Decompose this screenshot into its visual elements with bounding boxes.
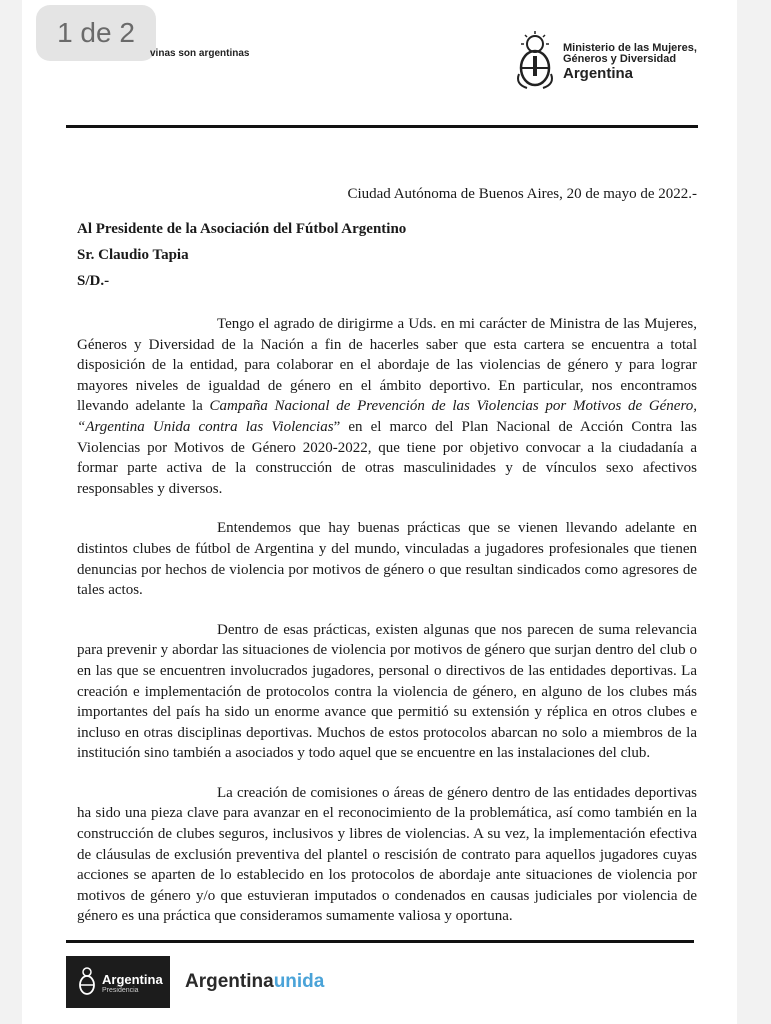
recipient-name: Sr. Claudio Tapia xyxy=(77,247,189,263)
ministry-logo xyxy=(513,30,713,94)
footer-logo-name: Argentina xyxy=(102,972,163,987)
coat-of-arms-icon xyxy=(513,30,557,92)
header-motto: vinas son argentinas xyxy=(150,48,250,59)
letter-date: Ciudad Autónoma de Buenos Aires, 20 de mayo de 2022.- xyxy=(347,186,697,202)
letter-body xyxy=(77,314,697,946)
coat-of-arms-icon xyxy=(76,966,98,996)
paragraph-4: La creación de comisiones o áreas de género dentro de las entidades deportivas ha sido una pieza clave para avanzar en el reconocimiento de la problemática, así como también en la construcción de clubes seguros, inclusivos y libres de violencias. A su vez, la implementación efectiva de cláusulas de exclusión preventiva del plantel o rescisión de contrato para aquellos jugadores cuyas acciones se aparten de lo establecido en los protocolos de abordaje ante situaciones de violencia por motivos de género y/o que estuvieran imputados o condenados en causas judiciales por violencia de género es una práctica que consideramos sumamente valiosa y oportuna. xyxy=(77,784,697,925)
campaign-logo: Argentinaunida xyxy=(185,971,325,992)
paragraph-3: Dentro de esas prácticas, existen algunas que nos parecen de suma relevancia para prevenir y abordar las situaciones de violencia por motivos de género que surjan dentro del club o en las que se encuentren involucrados jugadores, personal o directivos de las entidades deportivas. La creación e implementación de protocolos contra la violencia de género, en alguno de los clubes más importantes del país ha sido un enorme avance que permitió su extensión y réplica en otros clubes e incluso en otras disciplinas deportivas. Muchos de estos protocolos abarcan no solo a miembros de la institución sino también a asociados y todo aquel que se encuentre en las instalaciones del club. xyxy=(77,621,697,762)
presidencia-logo xyxy=(66,956,170,1008)
ministry-name-line2: Géneros y Diversidad xyxy=(563,53,677,65)
campaign-name: Campaña Nacional de Prevención de las Violencias por Motivos de Género, “Argentina Unida contra las Violencias xyxy=(77,398,697,435)
recipient-salutation: S/D.- xyxy=(77,273,110,289)
ministry-name-line1: Ministerio de las Mujeres, xyxy=(563,42,697,54)
paragraph-2: Entendemos que hay buenas prácticas que se vienen llevando adelante en distintos clubes de fútbol de Argentina y del mundo, vinculadas a jugadores profesionales que tienen denuncias por hechos de violencia por motivos de género o que resultan sindicados como agresores de tales actos. xyxy=(77,520,697,599)
ministry-country: Argentina xyxy=(563,65,634,82)
header-divider xyxy=(66,125,698,128)
page-counter: 1 de 2 xyxy=(36,5,156,61)
footer-divider xyxy=(66,940,694,943)
recipient-title: Al Presidente de la Asociación del Fútbol Argentino xyxy=(77,221,407,237)
paragraph-1: Tengo el agrado de dirigirme a Uds. en mi carácter de Ministra de las Mujeres, Géneros y Diversidad de la Nación a fin de hacerles saber que esta cartera se encuentra a total disposición de la entidad, para colaborar en el abordaje de las violencias de género y para lograr mayores niveles de igualdad de género en el ámbito deportivo. En particular, nos encontramos llevando adelante la Campaña Nacional de Prevención de las Violencias por Motivos de Género, “Argentina Unida contra las Violencias” en el marco del Plan Nacional de Acción Contra las Violencias por Motivos de Género 2020-2022, que tiene por objetivo convocar a la ciudadanía a formar parte activa de la construcción de otras masculinidades y de vínculos sexo afectivos responsables y diversos. xyxy=(77,316,698,497)
campaign-accent: unida xyxy=(273,971,325,992)
footer-logo-subtitle: Presidencia xyxy=(102,987,139,994)
